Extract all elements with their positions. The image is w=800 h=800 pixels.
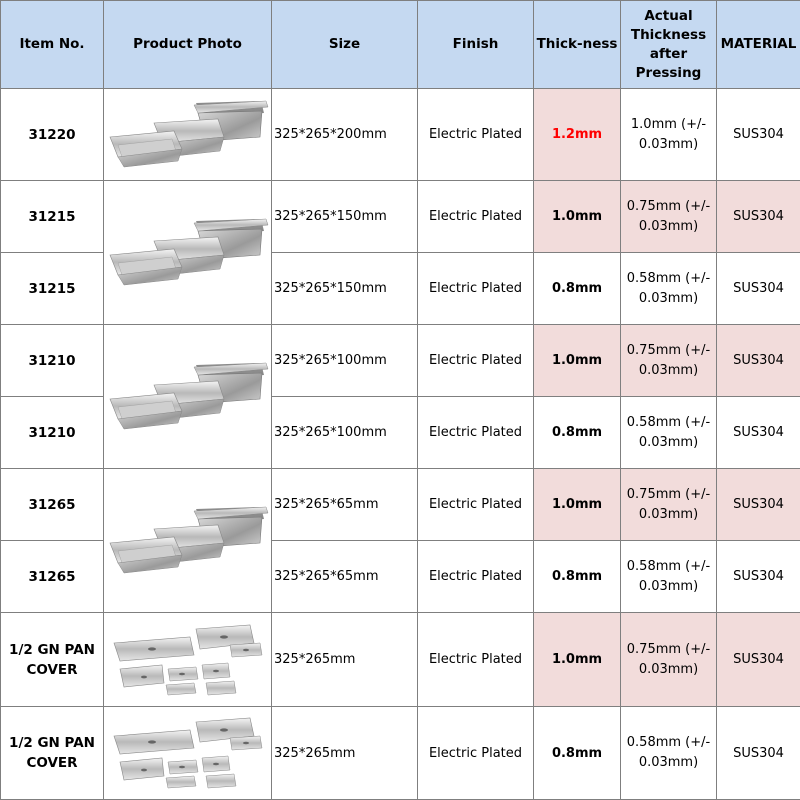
actual-thickness-cell [621, 181, 717, 253]
thickness-cell: 0.8mm [534, 707, 621, 800]
actual-thickness-cell [621, 253, 717, 325]
finish-cell: Electric Plated [418, 469, 534, 541]
header-product-photo: Product Photo [104, 1, 272, 89]
actual-line2: 0.03mm) [638, 661, 699, 677]
thickness-cell: 0.8mm [534, 253, 621, 325]
size-cell: 325*265*150mm [272, 181, 418, 253]
finish-cell: Electric Plated [418, 541, 534, 613]
finish-cell: Electric Plated [418, 397, 534, 469]
actual-line2: 0.03mm) [638, 218, 699, 234]
finish-cell: Electric Plated [418, 253, 534, 325]
finish-cell: Electric Plated [418, 325, 534, 397]
finish-cell: Electric Plated [418, 613, 534, 707]
product-photo [104, 469, 272, 613]
material-cell: SUS304 [717, 181, 800, 253]
actual-line2: 0.03mm) [638, 362, 699, 378]
actual-thickness-cell [621, 541, 717, 613]
gn-pans-set-icon [106, 361, 270, 433]
actual-thickness-cell [621, 613, 717, 707]
material-cell: SUS304 [717, 89, 800, 181]
table-row [1, 89, 800, 181]
gn-pan-covers-icon [110, 621, 266, 699]
actual-line2: 0.03mm) [638, 136, 699, 152]
header-row [1, 1, 800, 89]
thickness-cell: 1.0mm [534, 325, 621, 397]
item-no-cell: 31265 [1, 469, 104, 541]
actual-line2: 0.03mm) [638, 506, 699, 522]
actual-line1: 0.58mm (+/- [626, 735, 711, 750]
size-cell: 325*265*65mm [272, 541, 418, 613]
header-actual-thickness [621, 1, 717, 89]
size-cell: 325*265mm [272, 613, 418, 707]
size-cell: 325*265*150mm [272, 253, 418, 325]
item-no-cell: 31220 [1, 89, 104, 181]
finish-cell: Electric Plated [418, 181, 534, 253]
size-cell: 325*265*100mm [272, 325, 418, 397]
thickness-cell: 1.2mm [534, 89, 621, 181]
table-row [1, 469, 800, 541]
product-photo [104, 707, 272, 800]
material-cell: SUS304 [717, 613, 800, 707]
actual-line1: 0.58mm (+/- [626, 270, 711, 286]
product-photo [104, 325, 272, 469]
actual-thickness-cell [621, 707, 717, 800]
material-cell: SUS304 [717, 541, 800, 613]
material-cell: SUS304 [717, 397, 800, 469]
material-cell: SUS304 [717, 707, 800, 800]
actual-line1: 0.58mm (+/- [626, 558, 711, 574]
header-item-no: Item No. [1, 1, 104, 89]
actual-line2: 0.03mm) [638, 755, 699, 770]
actual-line2: 0.03mm) [638, 290, 699, 306]
table-row [1, 613, 800, 707]
thickness-cell: 0.8mm [534, 541, 621, 613]
material-cell: SUS304 [717, 325, 800, 397]
material-cell: SUS304 [717, 469, 800, 541]
actual-line1: 1.0mm (+/- [630, 116, 707, 132]
finish-cell: Electric Plated [418, 707, 534, 800]
material-cell: SUS304 [717, 253, 800, 325]
actual-thickness-cell [621, 325, 717, 397]
size-cell: 325*265*65mm [272, 469, 418, 541]
actual-line2: 0.03mm) [638, 578, 699, 594]
actual-thickness-cell [621, 397, 717, 469]
gn-pans-set-icon [106, 217, 270, 289]
header-actual-line1: Actual [644, 7, 693, 24]
actual-line1: 0.75mm (+/- [626, 486, 711, 502]
gn-pans-set-icon [106, 505, 270, 577]
table-row [1, 181, 800, 253]
actual-line1: 0.75mm (+/- [626, 641, 711, 657]
item-no-cell: 31215 [1, 181, 104, 253]
size-cell: 325*265mm [272, 707, 418, 800]
actual-thickness-cell [621, 469, 717, 541]
gn-pans-set-icon [106, 99, 270, 171]
header-finish: Finish [418, 1, 534, 89]
item-line1: 1/2 GN PAN [9, 641, 95, 658]
actual-line1: 0.75mm (+/- [626, 342, 711, 358]
actual-thickness-cell [621, 89, 717, 181]
gn-pan-covers-icon [110, 714, 266, 792]
item-no-cell: 31265 [1, 541, 104, 613]
table-row [1, 707, 800, 800]
header-actual-line2: Thickness [630, 26, 707, 43]
item-line2: COVER [26, 755, 78, 771]
thickness-cell: 1.0mm [534, 181, 621, 253]
size-cell: 325*265*100mm [272, 397, 418, 469]
item-no-cell [1, 613, 104, 707]
item-no-cell: 31215 [1, 253, 104, 325]
product-photo [104, 181, 272, 325]
header-actual-line4: Pressing [635, 64, 702, 81]
item-no-cell [1, 707, 104, 800]
thickness-cell: 1.0mm [534, 469, 621, 541]
finish-cell: Electric Plated [418, 89, 534, 181]
item-no-cell: 31210 [1, 325, 104, 397]
size-cell: 325*265*200mm [272, 89, 418, 181]
actual-line2: 0.03mm) [638, 434, 699, 450]
actual-line1: 0.58mm (+/- [626, 414, 711, 430]
thickness-cell: 1.0mm [534, 613, 621, 707]
header-material: MATERIAL [717, 1, 800, 89]
header-actual-line3: after [649, 45, 688, 62]
product-photo [104, 613, 272, 707]
product-photo [104, 89, 272, 181]
actual-line1: 0.75mm (+/- [626, 198, 711, 214]
header-size: Size [272, 1, 418, 89]
item-no-cell: 31210 [1, 397, 104, 469]
item-line1: 1/2 GN PAN [9, 735, 95, 751]
table-row [1, 325, 800, 397]
item-line2: COVER [26, 661, 78, 678]
thickness-cell: 0.8mm [534, 397, 621, 469]
header-thickness: Thick-ness [534, 1, 621, 89]
